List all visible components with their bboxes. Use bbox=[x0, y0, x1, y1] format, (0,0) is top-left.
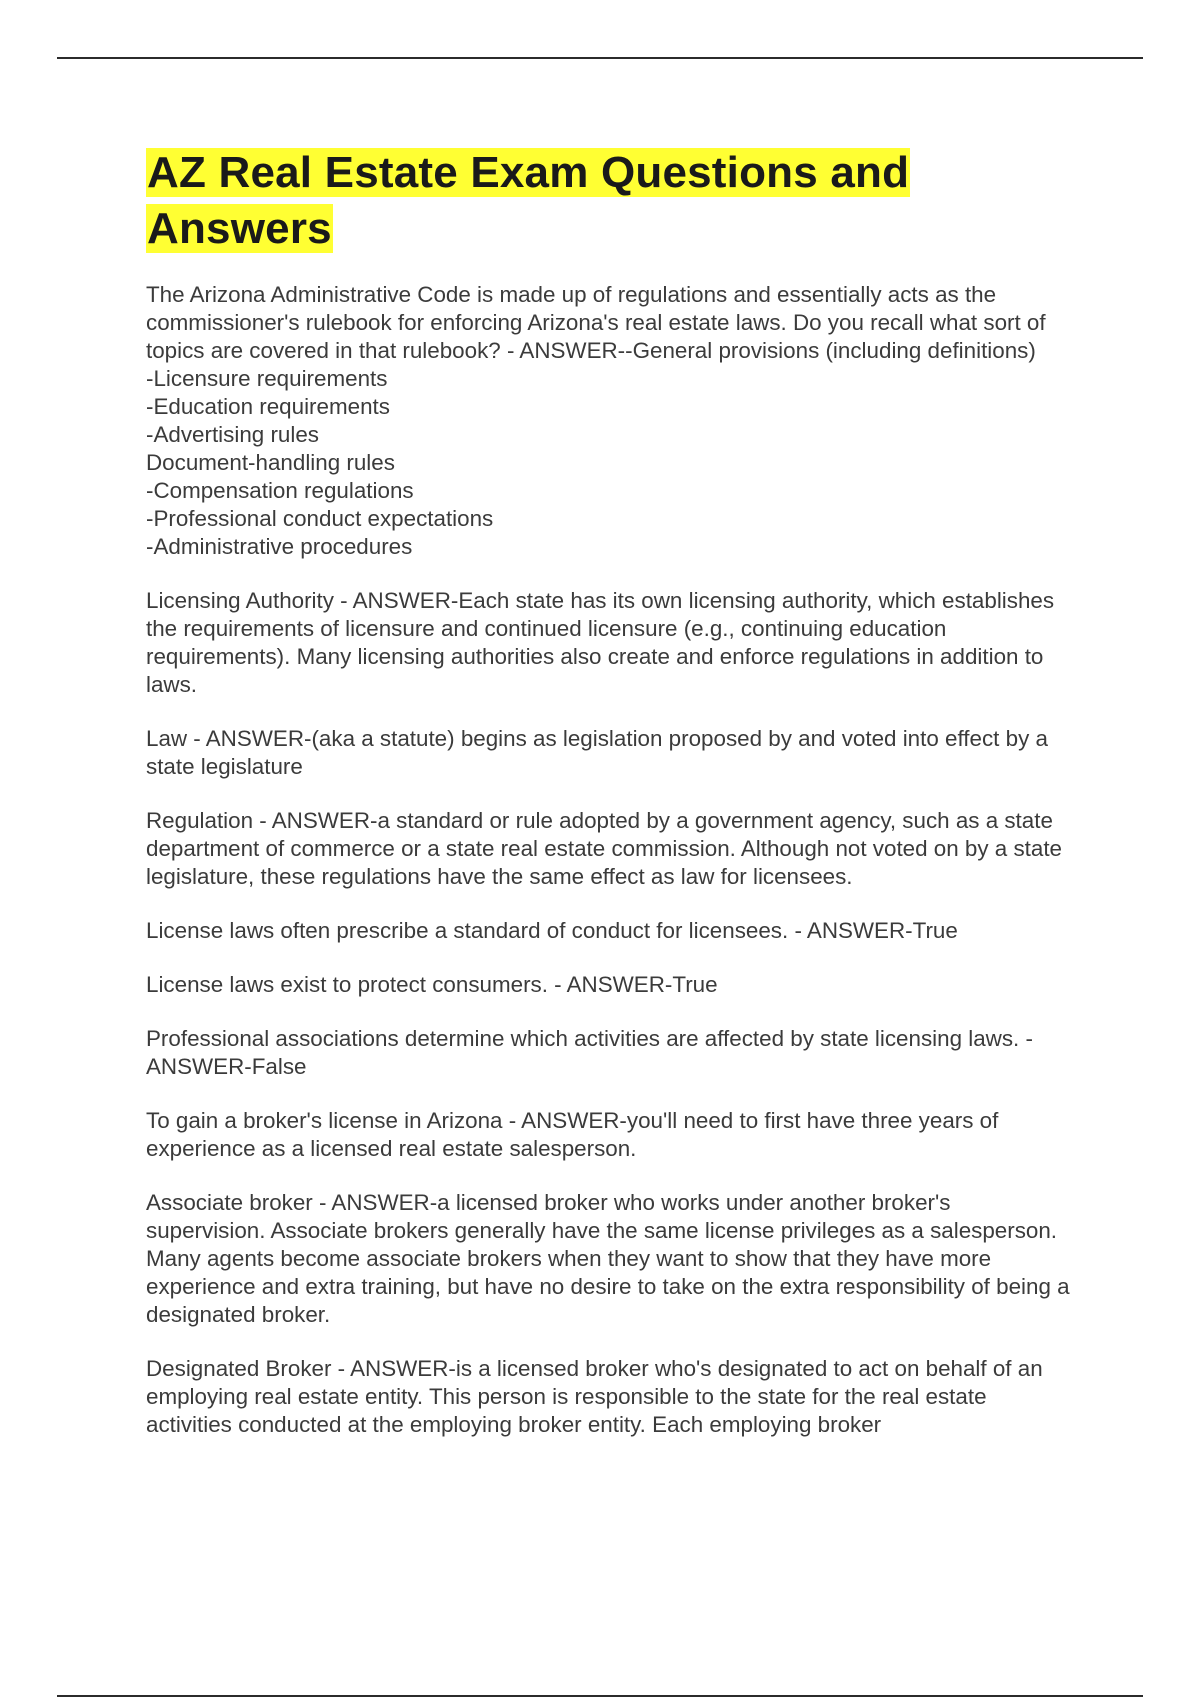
qa-entry-associate-broker: Associate broker - ANSWER-a licensed broker who works under another broker's supervision. Associate brokers generally have the same license privileges as a salesperson. Many agents become associate brokers when they want to show that they have more experience and extra training, but have no desire to take on the extra responsibility of being a designated broker. bbox=[146, 1190, 1070, 1327]
qa-entry-protect-consumers: License laws exist to protect consumers. - ANSWER-True bbox=[146, 972, 718, 997]
qa-entry-professional-associations: Professional associations determine which activities are affected by state licensing laws. - ANSWER-False bbox=[146, 1026, 1033, 1079]
qa-entry-admin-code: The Arizona Administrative Code is made up of regulations and essentially acts as the commissioner's rulebook for enforcing Arizona's real estate laws. Do you recall what sort of topics are covered in that rulebook? - ANSWER--General provisions (including definitions) -Licensure requirements -Education requirements -Advertising rules Document-handling rules -Compensation regulations -Professional conduct expectations -Administrative procedures bbox=[146, 282, 1046, 559]
qa-entry-standard-of-conduct: License laws often prescribe a standard of conduct for licensees. - ANSWER-True bbox=[146, 918, 958, 943]
document-body bbox=[146, 145, 1076, 1465]
bottom-rule bbox=[57, 1695, 1143, 1697]
qa-entry-designated-broker: Designated Broker - ANSWER-is a licensed broker who's designated to act on behalf of an employing real estate entity. This person is responsible to the state for the real estate activities conducted at the employing broker entity. Each employing broker bbox=[146, 1356, 1043, 1437]
title-highlight: AZ Real Estate Exam Questions and Answers bbox=[147, 148, 910, 253]
document-title bbox=[146, 145, 1076, 257]
top-rule bbox=[57, 57, 1143, 59]
qa-entry-brokers-license: To gain a broker's license in Arizona - ANSWER-you'll need to first have three years of experience as a licensed real estate salesperson. bbox=[146, 1108, 999, 1161]
qa-entry-law: Law - ANSWER-(aka a statute) begins as legislation proposed by and voted into effect by a state legislature bbox=[146, 726, 1048, 779]
qa-entry-regulation: Regulation - ANSWER-a standard or rule adopted by a government agency, such as a state department of commerce or a state real estate commission. Although not voted on by a state legislature, these regulations have the same effect as law for licensees. bbox=[146, 808, 1063, 889]
qa-entry-licensing-authority: Licensing Authority - ANSWER-Each state has its own licensing authority, which establishes the requirements of licensure and continued licensure (e.g., continuing education requirements). Many licensing authorities also create and enforce regulations in addition to laws. bbox=[146, 588, 1055, 697]
